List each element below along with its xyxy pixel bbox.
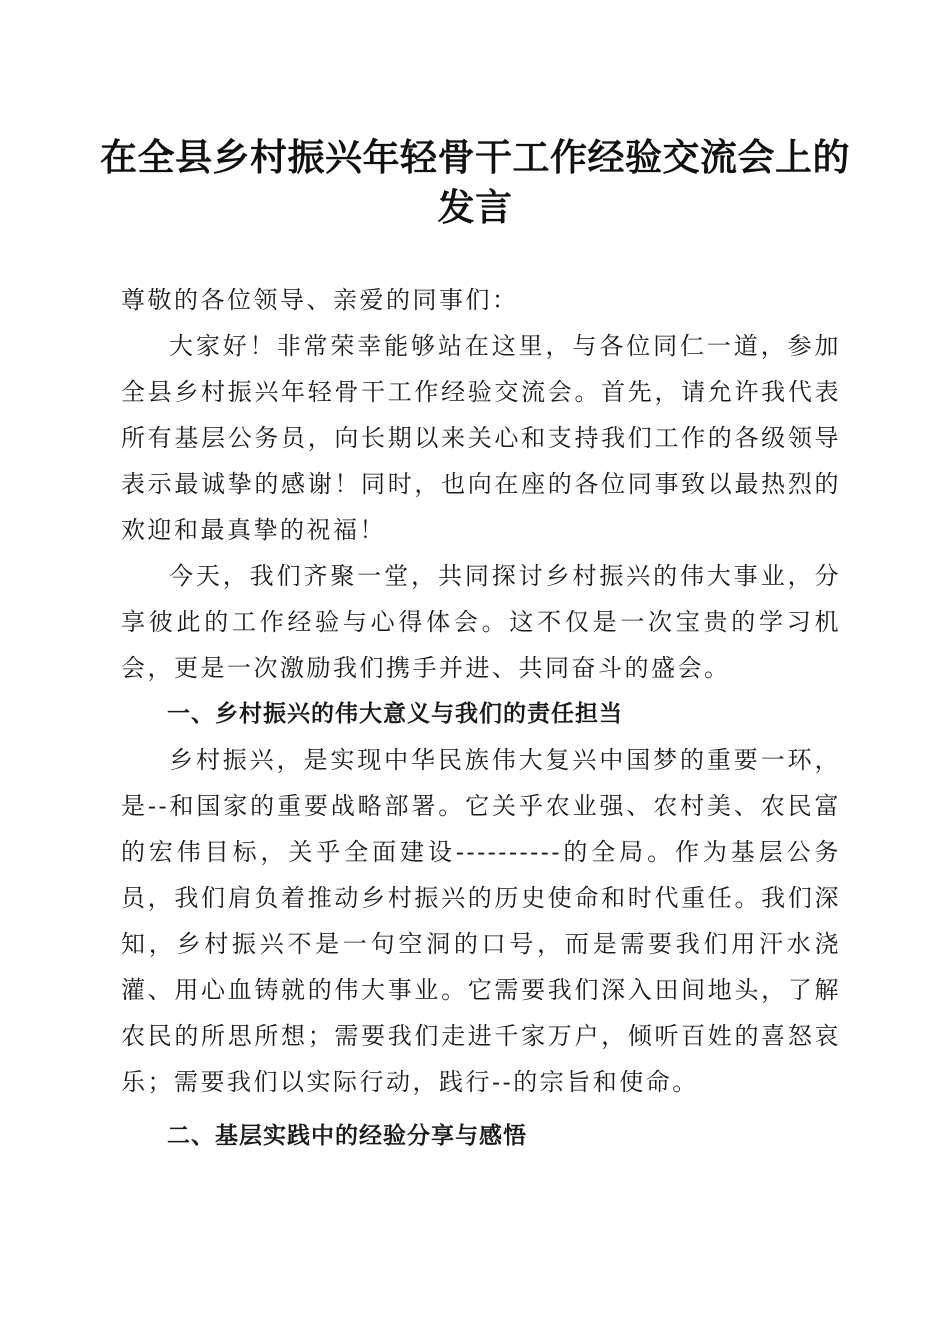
section-1-paragraph: 乡村振兴，是实现中华民族伟大复兴中国梦的重要一环，是--和国家的重要战略部署。它关乎农业强、农村美、农民富的宏伟目标，关乎全面建设----------的全局。作为基层公务员，我们肩负着推动乡村振兴的历史使命和时代重任。我们深知，乡村振兴不是一句空洞的口号，而是需要我们用汗水浇灌、用心血铸就的伟大事业。它需要我们深入田间地头，了解农民的所思所想；需要我们走进千家万户，倾听百姓的喜怒哀乐；需要我们以实际行动，践行--的宗旨和使命。 (121, 746, 841, 1096)
section-heading-2: 二、基层实践中的经验分享与感悟 (167, 1123, 527, 1149)
title-line-2: 发言 (437, 185, 513, 229)
paragraph-greeting: 大家好！非常荣幸能够站在这里，与各位同仁一道，参加全县乡村振兴年轻骨干工作经验交流会。首先，请允许我代表所有基层公务员，向长期以来关心和支持我们工作的各级领导表示最诚挚的感谢！同时，也向在座的各位同事致以最热烈的欢迎和最真挚的祝福！ (121, 332, 841, 544)
title-line-1: 在全县乡村振兴年轻骨干工作经验交流会上的 (100, 135, 850, 179)
section-heading-1: 一、乡村振兴的伟大意义与我们的责任担当 (167, 701, 623, 727)
document-body (121, 277, 841, 1159)
paragraph-intro: 今天，我们齐聚一堂，共同探讨乡村振兴的伟大事业，分享彼此的工作经验与心得体会。这不仅是一次宝贵的学习机会，更是一次激励我们携手并进、共同奋斗的盛会。 (121, 562, 841, 682)
document-title (100, 132, 850, 232)
salutation: 尊敬的各位领导、亲爱的同事们： (121, 286, 519, 314)
